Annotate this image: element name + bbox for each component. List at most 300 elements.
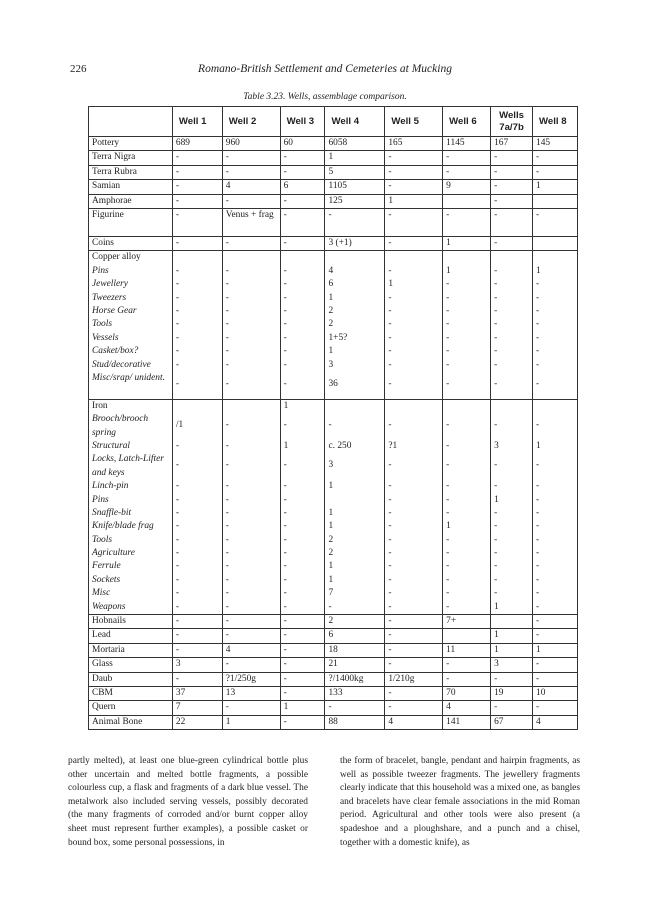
group-item-value: - (175, 319, 180, 330)
table-row (89, 180, 578, 194)
group-item-value: - (494, 548, 498, 559)
group-value-cell (172, 251, 222, 399)
group-item-value: - (283, 359, 287, 370)
group-item-value: - (388, 494, 392, 505)
group-item-value: 1 (494, 601, 499, 612)
table-cell: 37 (172, 687, 222, 701)
group-value-cell (491, 399, 533, 614)
table-cell: - (385, 615, 443, 629)
table-cell: 165 (385, 137, 443, 151)
group-item-value: - (494, 420, 498, 431)
table-cell: - (491, 237, 533, 251)
table-cell: - (385, 687, 443, 701)
table-row (89, 137, 578, 151)
group-item-value: - (446, 279, 450, 290)
copper-alloy-group (89, 251, 578, 399)
table-cell: - (491, 165, 533, 179)
group-item-label: Horse Gear (92, 306, 137, 316)
group-item-label: Pins (92, 265, 109, 276)
table-cell: - (280, 687, 325, 701)
group-item-value: /1 (175, 420, 184, 431)
table-cell: - (172, 237, 222, 251)
group-item-value: - (494, 319, 498, 330)
table-cell: 9 (443, 180, 491, 194)
row-label: Terra Rubra (89, 165, 173, 179)
table-cell: 18 (325, 643, 385, 657)
group-item-value: - (225, 265, 229, 276)
table-cell: 1 (325, 151, 385, 165)
group-item-value: - (175, 359, 180, 370)
table-cell: - (491, 180, 533, 194)
table-cell: 13 (222, 687, 280, 701)
group-item-value: - (283, 346, 287, 357)
group-item-value: 2 (328, 534, 334, 545)
group-item-value: - (388, 574, 392, 585)
group-item-label: Brooch/brooch spring (92, 414, 149, 438)
row-label: Figurine (89, 209, 173, 237)
group-item-value: 3 (328, 359, 334, 370)
table-cell: - (172, 643, 222, 657)
table-cell: - (280, 194, 325, 208)
group-item-value: - (388, 481, 392, 492)
group-item-value: - (494, 507, 498, 518)
group-item-value: - (225, 378, 229, 389)
group-item-value: - (225, 292, 229, 303)
group-item-value: - (225, 588, 229, 599)
table-cell: - (172, 194, 222, 208)
group-value-cell (385, 251, 443, 399)
group-item-value: - (388, 319, 392, 330)
table-cell: 960 (222, 137, 280, 151)
group-heading-value (446, 400, 487, 413)
table-cell: - (533, 209, 578, 237)
row-label: Mortaria (89, 643, 173, 657)
table-cell: 1 (491, 643, 533, 657)
group-item-value: - (446, 548, 450, 559)
table-cell: 125 (325, 194, 385, 208)
group-item-value: - (283, 601, 287, 612)
group-value-cell (325, 251, 385, 399)
table-cell: 2 (325, 615, 385, 629)
table-row (89, 687, 578, 701)
group-item-value: - (446, 306, 450, 316)
group-item-value: 1 (536, 265, 541, 276)
table-cell: 4 (443, 701, 491, 715)
table-cell: 19 (491, 687, 533, 701)
table-cell: - (222, 615, 280, 629)
group-item-value: ?1 (388, 440, 398, 451)
group-item-value: - (175, 521, 180, 532)
table-cell: - (172, 180, 222, 194)
row-label: Animal Bone (89, 715, 173, 729)
group-heading-value (284, 251, 322, 264)
group-item-label: Misc (92, 588, 111, 599)
group-item-value: - (388, 460, 392, 471)
group-item-value: - (494, 332, 498, 343)
group-item-label: Sockets (92, 574, 121, 585)
table-row (89, 209, 578, 237)
group-item-value: 2 (328, 548, 334, 559)
group-item-value: - (494, 265, 498, 276)
group-item-value: - (175, 507, 180, 518)
table-cell: - (280, 629, 325, 643)
table-cell: 1 (533, 180, 578, 194)
group-item-value: - (175, 588, 180, 599)
table-cell: - (443, 209, 491, 237)
group-item-value: - (536, 378, 540, 389)
table-cell: 1105 (325, 180, 385, 194)
table-cell: 11 (443, 643, 491, 657)
table-row (89, 715, 578, 729)
column-header: Well 1 (172, 107, 222, 137)
table-row (89, 701, 578, 715)
group-item-value: - (225, 507, 229, 518)
column-header: Well 5 (385, 107, 443, 137)
table-cell: - (385, 209, 443, 237)
group-item-value: - (175, 494, 180, 505)
table-header-row (89, 107, 578, 137)
table-cell: - (280, 643, 325, 657)
table-row (89, 672, 578, 686)
row-label: Glass (89, 658, 173, 672)
table-cell: 4 (222, 643, 280, 657)
column-header: Wells 7a/7b (491, 107, 533, 137)
group-item-value: - (388, 306, 392, 316)
table-cell: - (533, 658, 578, 672)
table-cell: 1145 (443, 137, 491, 151)
group-item-value: - (536, 319, 540, 330)
row-label: Hobnails (89, 615, 173, 629)
column-header: Well 2 (222, 107, 280, 137)
group-item-label: Locks, Latch-Lifter and keys (92, 454, 164, 478)
group-item-value: - (283, 588, 287, 599)
group-item-value: - (494, 306, 498, 316)
group-item-value: - (283, 460, 287, 471)
table-cell: 1 (533, 643, 578, 657)
table-cell: 6058 (325, 137, 385, 151)
group-item-value: - (446, 460, 450, 471)
group-item-value: 1 (446, 265, 451, 276)
group-item-value: - (446, 420, 450, 431)
table-cell: - (222, 629, 280, 643)
table-cell (443, 629, 491, 643)
group-item-value: - (536, 507, 540, 518)
table-cell: 4 (222, 180, 280, 194)
column-header: Well 3 (280, 107, 325, 137)
group-item-label: Pins (92, 494, 109, 505)
group-heading-value (536, 251, 574, 264)
group-value-cell (443, 251, 491, 399)
group-item-value: - (225, 574, 229, 585)
table-cell: 10 (533, 687, 578, 701)
table-cell: 6 (325, 629, 385, 643)
group-item-value: - (446, 507, 450, 518)
page-number: 226 (70, 63, 87, 75)
table-cell: - (172, 151, 222, 165)
group-item-value: - (446, 292, 450, 303)
group-item-value: - (283, 306, 287, 316)
group-item-value: 1 (283, 440, 289, 451)
group-value-cell (280, 399, 325, 614)
group-item-value: - (225, 279, 229, 290)
group-item-value: - (225, 561, 229, 572)
body-text-right-column: the form of bracelet, bangle, pendant and hairpin fragments, as well as possible tweezer fragments. The jewellery fragments clearly indicate that this household was a mixed one, as bangles and bracelets have clear female associations in the mid Roman period. Agricultural and other tools were also present (a spadeshoe and a ploughshare, and a punch and a chisel, together with a domestic knife), as (340, 756, 580, 848)
row-label: Coins (89, 237, 173, 251)
table-cell: - (385, 658, 443, 672)
table-cell: - (491, 151, 533, 165)
group-item-value: - (283, 548, 287, 559)
table-cell (533, 194, 578, 208)
group-item-value: 1+5? (328, 332, 348, 343)
group-item-label: Linch-pin (92, 481, 129, 492)
table-cell: - (385, 180, 443, 194)
group-item-value: - (446, 574, 450, 585)
group-item-value (328, 494, 381, 507)
group-item-value: - (388, 332, 392, 343)
iron-group (89, 399, 578, 614)
group-item-label: Vessels (92, 332, 119, 343)
group-item-value: c. 250 (328, 440, 352, 451)
table-cell: 3 (172, 658, 222, 672)
group-value-cell (325, 399, 385, 614)
group-value-cell (443, 399, 491, 614)
table-cell: 5 (325, 165, 385, 179)
table-cell: - (172, 165, 222, 179)
table-cell (443, 194, 491, 208)
table-cell (491, 615, 533, 629)
table-cell: - (533, 701, 578, 715)
group-item-value: - (446, 359, 450, 370)
group-item-value: - (494, 534, 498, 545)
group-item-value: 1 (388, 279, 394, 290)
group-item-label: Casket/box? (92, 346, 139, 357)
group-item-value: - (536, 359, 540, 370)
copper-alloy-row (89, 251, 578, 399)
group-item-value: - (494, 574, 498, 585)
group-value-cell (385, 399, 443, 614)
table-cell: 67 (491, 715, 533, 729)
table-cell: 1/210g (385, 672, 443, 686)
table-caption: Table 3.23. Wells, assemblage comparison. (243, 92, 407, 102)
group-item-value: 1 (328, 561, 334, 572)
group-item-value: - (388, 561, 392, 572)
group-item-value: - (283, 574, 287, 585)
group-item-value: 4 (328, 265, 334, 276)
group-item-value: - (225, 332, 229, 343)
group-item-value: - (388, 534, 392, 545)
table-cell: - (280, 672, 325, 686)
group-item-label: Structural (92, 440, 131, 451)
group-item-label: Snaffle-bit (92, 507, 132, 518)
group-heading-value (536, 400, 574, 413)
group-heading-value (328, 400, 381, 413)
table-cell: - (280, 209, 325, 237)
group-item-value: - (388, 359, 392, 370)
group-item-value: - (175, 306, 180, 316)
group-item-value: - (175, 534, 180, 545)
table-cell: 88 (325, 715, 385, 729)
group-item-value: - (225, 534, 229, 545)
row-label: Samian (89, 180, 173, 194)
table-cell: 6 (280, 180, 325, 194)
table-cell: 60 (280, 137, 325, 151)
iron-row (89, 399, 578, 614)
table-cell: 7+ (443, 615, 491, 629)
table-cell: - (222, 701, 280, 715)
table-cell: 4 (533, 715, 578, 729)
group-item-value: - (225, 306, 229, 316)
table-cell: - (385, 629, 443, 643)
running-title: Romano-British Settlement and Cemeteries at Mucking (198, 63, 452, 75)
group-item-value: 3 (494, 440, 499, 451)
group-item-value: - (283, 292, 287, 303)
group-item-value: - (446, 494, 450, 505)
group-item-value: - (536, 306, 540, 316)
group-item-value: - (175, 440, 180, 451)
table-cell: - (443, 672, 491, 686)
table-cell: - (172, 672, 222, 686)
group-item-value: - (536, 521, 540, 532)
group-item-value: - (175, 601, 180, 612)
group-item-value: - (175, 460, 180, 471)
group-item-value: - (494, 378, 498, 389)
group-item-label: Weapons (92, 601, 126, 612)
group-item-value: - (536, 292, 540, 303)
group-item-value: - (175, 332, 180, 343)
group-item-value: 1 (328, 292, 334, 303)
group-item-value: - (388, 292, 392, 303)
group-item-value: - (536, 460, 540, 471)
group-item-value: - (388, 521, 392, 532)
table-cell: - (385, 237, 443, 251)
column-header: Well 8 (533, 107, 578, 137)
group-item-value: - (388, 588, 392, 599)
group-item-value: - (225, 440, 229, 451)
group-item-value: - (536, 420, 540, 431)
table-cell: - (325, 701, 385, 715)
table-cell: 22 (172, 715, 222, 729)
table-row (89, 629, 578, 643)
table-cell: 145 (533, 137, 578, 151)
group-label-cell (89, 399, 173, 614)
group-item-value: - (388, 548, 392, 559)
group-item-value: 2 (328, 306, 334, 316)
group-value-cell (533, 251, 578, 399)
row-label: Daub (89, 672, 173, 686)
group-item-value: 1 (536, 440, 541, 451)
group-item-value: - (446, 346, 450, 357)
group-item-value: - (175, 481, 180, 492)
group-heading-value (226, 251, 277, 264)
table-cell: 1 (222, 715, 280, 729)
assemblage-table (88, 106, 578, 730)
group-item-value: - (283, 378, 287, 389)
group-item-value: - (536, 601, 540, 612)
group-heading: Copper alloy (92, 252, 141, 263)
table-cell: - (325, 209, 385, 237)
group-item-value: - (494, 292, 498, 303)
table-cell: - (222, 194, 280, 208)
group-item-value: - (388, 378, 392, 389)
group-heading-value (446, 251, 487, 264)
table-cell: - (385, 165, 443, 179)
group-item-value: - (446, 319, 450, 330)
group-item-value: - (536, 494, 540, 505)
table-row (89, 151, 578, 165)
group-item-value: - (446, 440, 450, 451)
group-item-label: Misc/srap/ unident. (92, 372, 165, 383)
column-header: Well 6 (443, 107, 491, 137)
table-cell: - (222, 151, 280, 165)
group-item-value: - (388, 420, 392, 431)
group-item-label: Tweezers (92, 292, 127, 303)
group-item-label: Stud/decorative (92, 359, 151, 370)
table-cell: - (491, 672, 533, 686)
group-item-value: - (388, 346, 392, 357)
table-cell: - (222, 237, 280, 251)
group-item-value: - (175, 346, 180, 357)
group-item-value: - (283, 420, 287, 431)
table-cell: - (280, 151, 325, 165)
table-row (89, 643, 578, 657)
group-item-value: - (536, 481, 540, 492)
group-item-value: - (225, 346, 229, 357)
group-item-value: - (175, 265, 180, 276)
group-item-value: 7 (328, 588, 334, 599)
group-heading-value (176, 251, 219, 264)
table-cell: 1 (385, 194, 443, 208)
group-heading-value (388, 400, 439, 413)
group-item-value: - (446, 534, 450, 545)
group-item-value: - (536, 588, 540, 599)
group-item-value: - (494, 359, 498, 370)
group-heading-value: 1 (283, 400, 289, 411)
group-item-value: - (225, 494, 229, 505)
group-item-value: - (446, 588, 450, 599)
group-item-value: - (225, 460, 229, 471)
group-item-value: - (175, 548, 180, 559)
group-value-cell (222, 399, 280, 614)
group-item-value: - (388, 601, 392, 612)
table-cell: - (172, 209, 222, 237)
table-cell: - (280, 615, 325, 629)
group-item-label: Agriculture (92, 548, 135, 559)
group-item-value: - (494, 561, 498, 572)
group-item-value: - (175, 292, 180, 303)
table-cell: - (385, 643, 443, 657)
group-item-value: - (494, 460, 498, 471)
group-item-value: - (283, 521, 287, 532)
table-cell: 3 (491, 658, 533, 672)
group-item-value: - (536, 332, 540, 343)
group-item-value: 1 (328, 521, 334, 532)
group-item-value: - (225, 420, 229, 431)
group-heading-value (494, 251, 529, 264)
group-heading-value (494, 400, 529, 413)
group-item-value: 2 (328, 319, 334, 330)
group-item-value: - (536, 279, 540, 290)
table-cell: - (533, 629, 578, 643)
group-item-value: 36 (328, 378, 338, 389)
table-cell: ?/1400kg (325, 672, 385, 686)
group-item-value: - (328, 601, 332, 612)
group-item-value: - (283, 481, 287, 492)
group-heading-value (226, 400, 277, 413)
table-body-bottom (89, 615, 578, 730)
group-value-cell (280, 251, 325, 399)
group-item-value: - (225, 359, 229, 370)
table-cell: ?1/250g (222, 672, 280, 686)
